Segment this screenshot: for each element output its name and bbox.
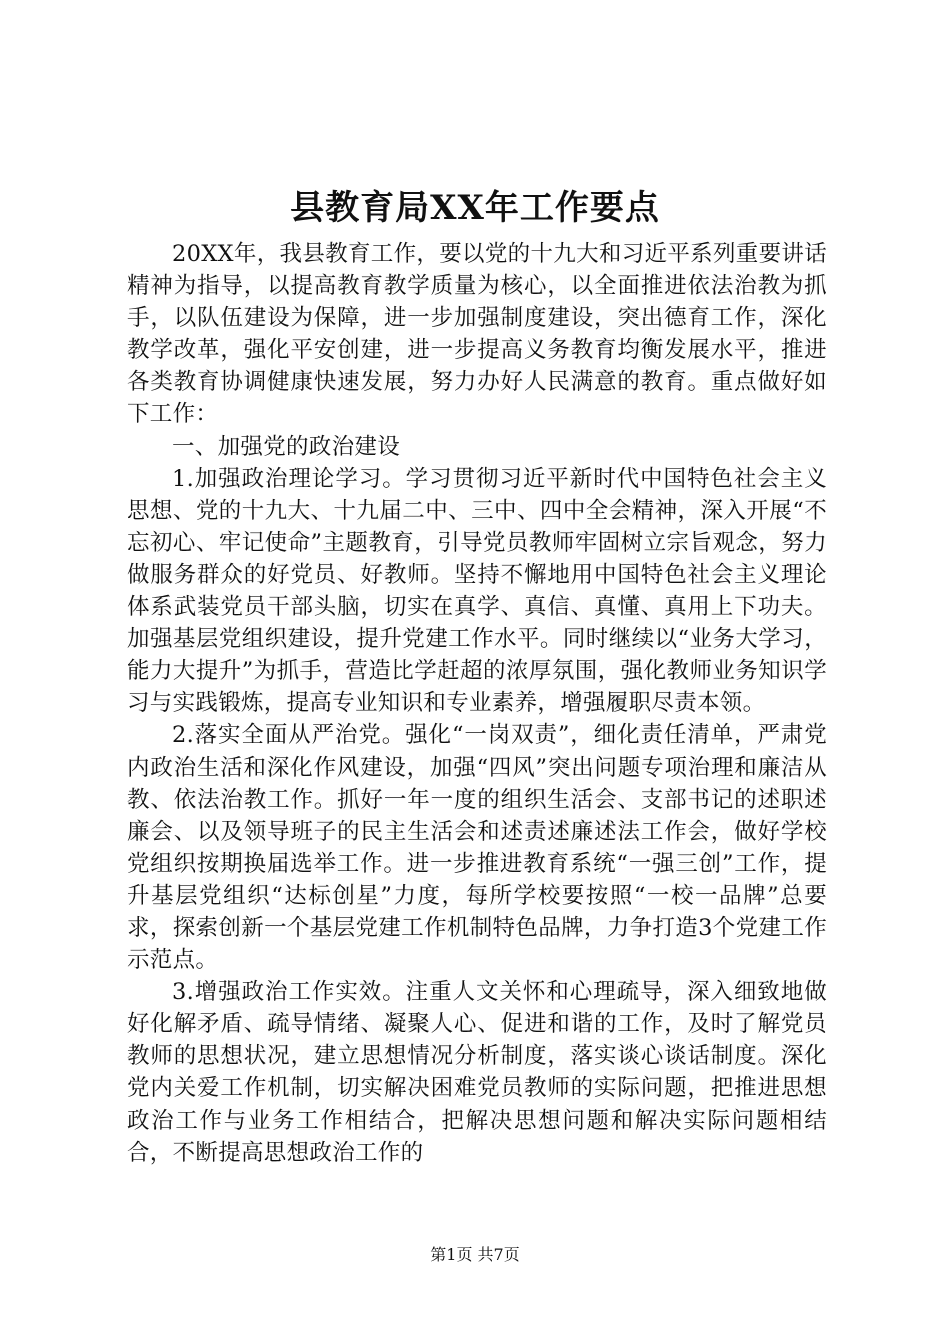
paragraph-3: 3.增强政治工作实效。注重人文关怀和心理疏导，深入细致地做好化解矛盾、疏导情绪、凝聚人心、促进和谐的工作，及时了解党员教师的思想状况，建立思想情况分析制度，落实谈心谈话制度。深化党内关爱工作机制，切实解决困难党员教师的实际问题，把推进思想政治工作与业务工作相结合，把解决思想问题和解决实际问题相结合，不断提高思想政治工作的 (127, 979, 827, 1166)
paragraph-1: 1.加强政治理论学习。学习贯彻习近平新时代中国特色社会主义思想、党的十九大、十九届二中、三中、四中全会精神，深入开展“不忘初心、牢记使命”主题教育，引导党员教师牢固树立宗旨观念，努力做服务群众的好党员、好教师。坚持不懈地用中国特色社会主义理论体系武装党员干部头脑，切实在真学、真信、真懂、真用上下功夫。加强基层党组织建设，提升党建工作水平。同时继续以“业务大学习，能力大提升”为抓手，营造比学赶超的浓厚氛围，强化教师业务知识学习与实践锻炼，提高专业知识和专业素养，增强履职尽责本领。 (127, 465, 827, 717)
document-body (127, 238, 827, 1169)
section-heading-1: 一、加强党的政治建设 (172, 433, 401, 460)
paragraph-intro: 20XX年，我县教育工作，要以党的十九大和习近平系列重要讲话精神为指导，以提高教育教学质量为核心，以全面推进依法治教为抓手，以队伍建设为保障，进一步加强制度建设，突出德育工作，深化教学改革，强化平安创建，进一步提高义务教育均衡发展水平，推进各类教育协调健康快速发展，努力办好人民满意的教育。重点做好如下工作： (127, 241, 827, 428)
paragraph-2: 2.落实全面从严治党。强化“一岗双责”，细化责任清单，严肃党内政治生活和深化作风建设，加强“四风”突出问题专项治理和廉洁从教、依法治教工作。抓好一年一度的组织生活会、支部书记的述职述廉会、以及领导班子的民主生活会和述责述廉述法工作会，做好学校党组织按期换届选举工作。进一步推进教育系统“一强三创”工作，提升基层党组织“达标创星”力度，每所学校要按照“一校一品牌”总要求，探索创新一个基层党建工作机制特色品牌，力争打造3个党建工作示范点。 (127, 722, 827, 974)
document-title: 县教育局XX年工作要点 (290, 188, 660, 228)
page-footer: 第1页 共7页 (430, 1245, 520, 1264)
